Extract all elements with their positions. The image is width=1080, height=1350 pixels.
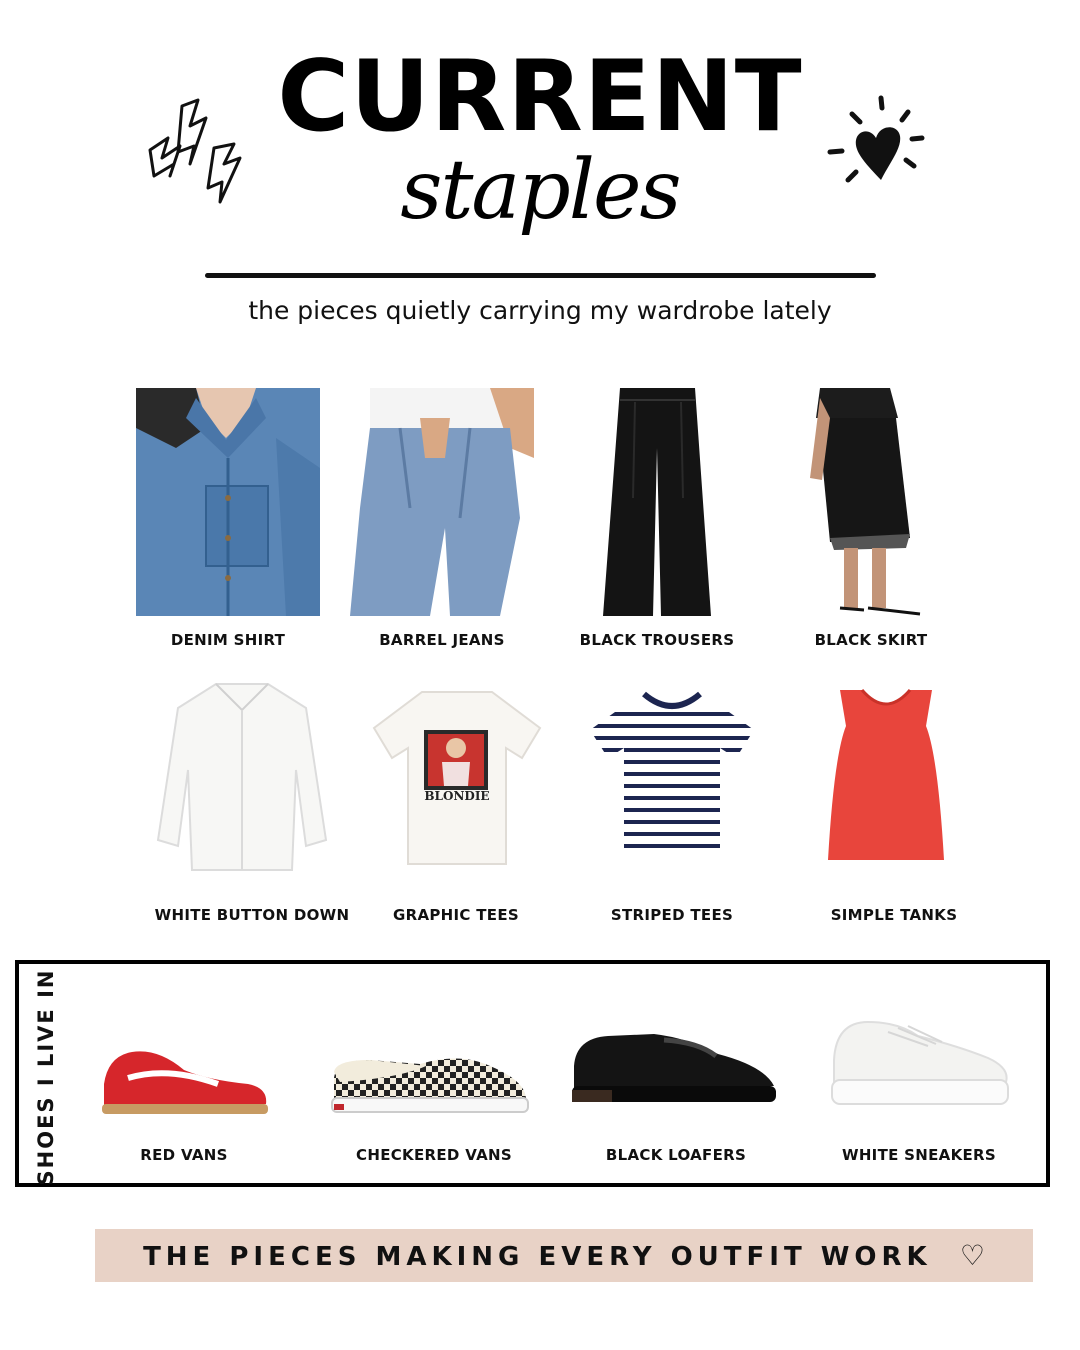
white-platform-sneaker-image [828,1016,1012,1112]
red-sneaker-image [98,1044,270,1118]
footer-banner-text [95,1229,1033,1282]
denim-shirt-image [136,388,320,616]
loafer-image [568,1030,780,1108]
graphic-tee-image [372,688,542,866]
shoe-label: CHECKERED VANS [356,1146,512,1164]
page-title: CURRENT [277,40,803,154]
divider [205,273,876,278]
black-trousers-image [565,388,749,616]
clothing-label: DENIM SHIRT [170,631,286,649]
striped-tee-image [588,688,756,864]
clothing-label: BLACK SKIRT [814,631,928,649]
footer-banner [95,1229,1033,1282]
tee-graphic-text: BLONDIE [424,789,490,803]
shoe-label: WHITE SNEAKERS [841,1146,997,1164]
white-button-down-image [156,680,328,874]
barrel-jeans-image [350,388,534,616]
page-script-title: staples [400,143,680,238]
clothing-label: BLACK TROUSERS [579,631,735,649]
footer-banner-label: THE PIECES MAKING EVERY OUTFIT WORK [143,1242,932,1272]
clothing-label: SIMPLE TANKS [830,906,958,924]
shoe-label: RED VANS [140,1146,228,1164]
black-skirt-image [780,388,964,616]
tank-image [826,686,946,866]
checkered-slip-on-image [330,1048,530,1118]
clothing-label: WHITE BUTTON DOWN [154,906,350,924]
heart-icon: ♡ [959,1239,985,1272]
clothing-label: STRIPED TEES [610,906,734,924]
shoe-label: BLACK LOAFERS [605,1146,747,1164]
shoes-heading: SHOES I LIVE IN [34,968,58,1186]
page-subtitle: the pieces quietly carrying my wardrobe lately [248,296,832,325]
clothing-label: GRAPHIC TEES [393,906,519,924]
clothing-label: BARREL JEANS [379,631,505,649]
